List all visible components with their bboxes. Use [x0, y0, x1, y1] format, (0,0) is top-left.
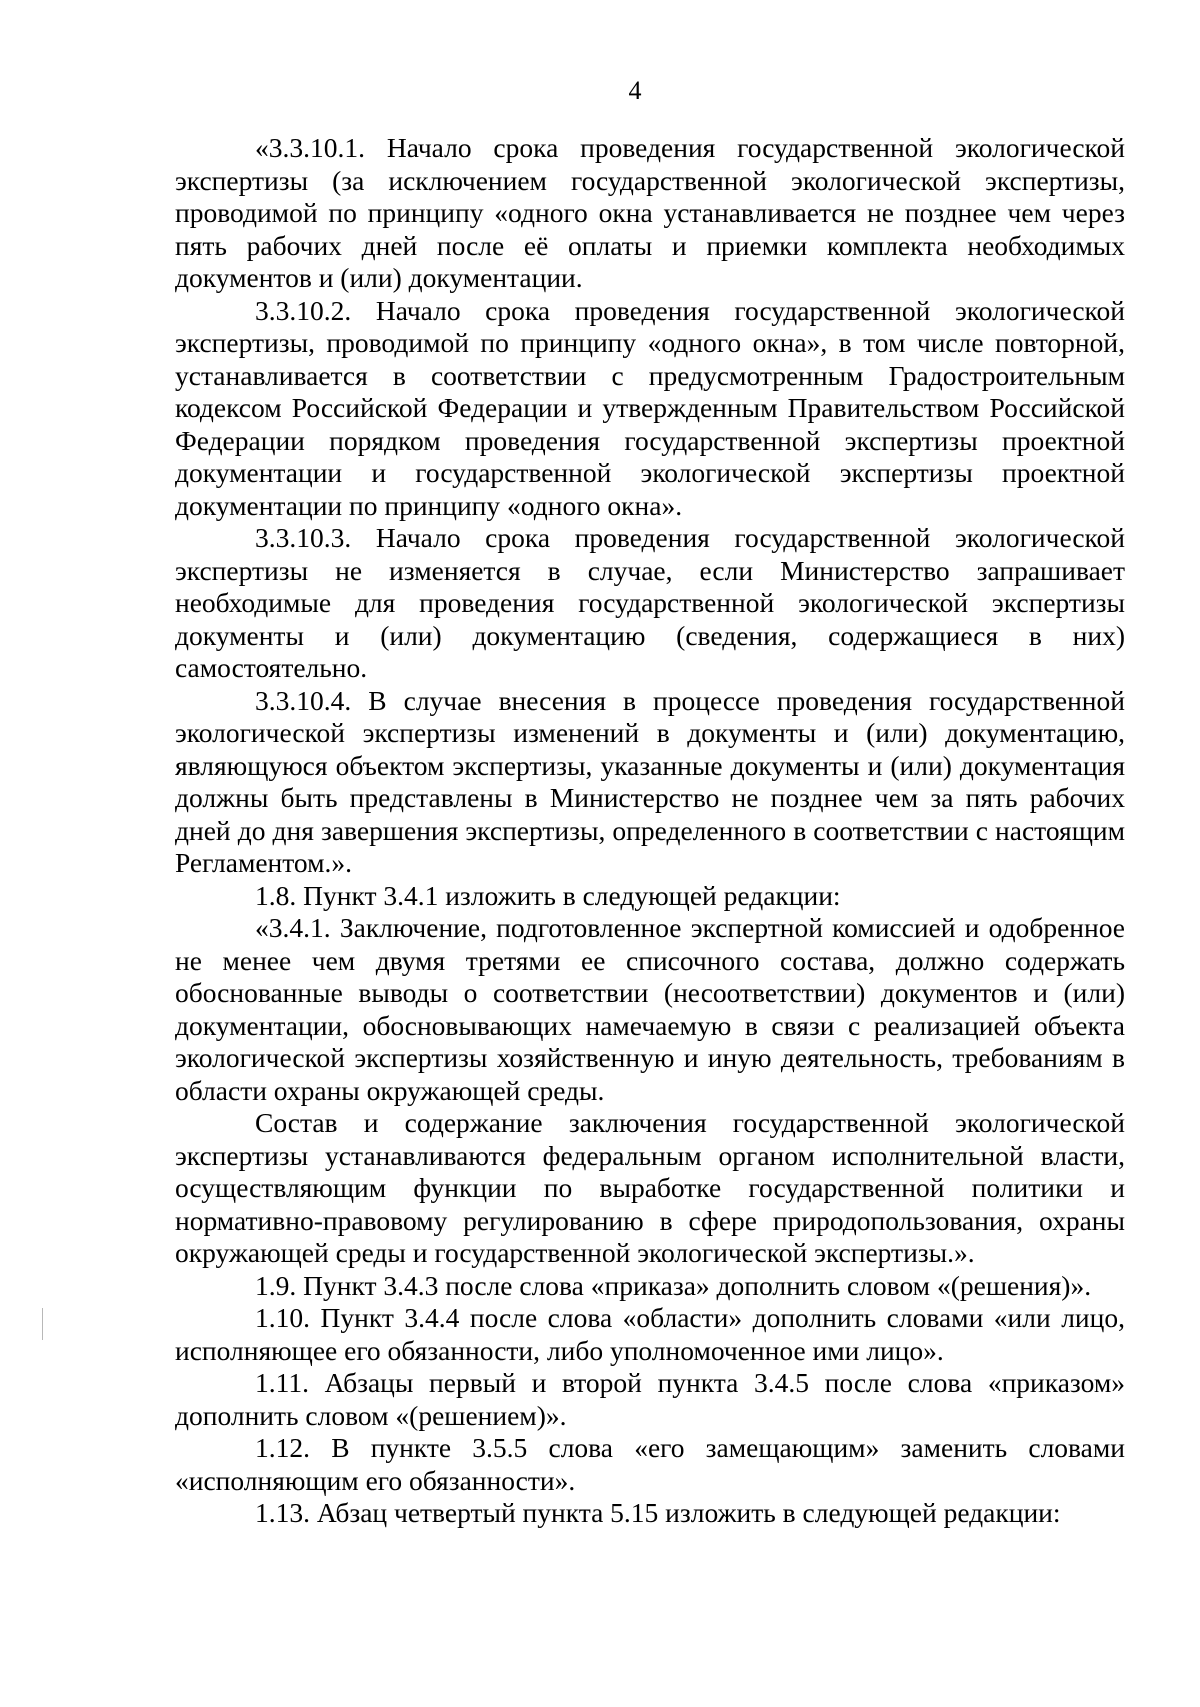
paragraph-3-3-10-2: 3.3.10.2. Начало срока проведения государственной экологической экспертизы, проводимой по принципу «одного окна», в том числе повторной, устанавливается в соответствии с предусмотренным Градостроительным кодексом Российской Федерации и утвержденным Правительством Российской Федерации порядком проведения государственной экспертизы проектной документации и государственной экологической экспертизы проектной документации по принципу «одного окна». [175, 294, 1125, 521]
document-body [175, 132, 1125, 1530]
page-number: 4 [628, 76, 642, 105]
paragraph-1-12: 1.12. В пункте 3.5.5 слова «его замещающим» заменить словами «исполняющим его обязанности». [175, 1432, 1125, 1496]
paragraph-3-3-10-3: 3.3.10.3. Начало срока проведения государственной экологической экспертизы не изменяется в случае, если Министерство запрашивает необходимые для проведения государственной экологической экспертизы документы и (или) документацию (сведения, содержащиеся в них) самостоятельно. [175, 522, 1125, 683]
scan-artifact-line [42, 1308, 43, 1340]
paragraph-3-4-1: «3.4.1. Заключение, подготовленное экспертной комиссией и одобренное не менее чем двумя третями ее списочного состава, должно содержать обоснованные выводы о соответствии (несоответствии) документов и (или) документации, обосновывающих намечаемую в связи с реализацией объекта экологической экспертизы хозяйственную и иную деятельность, требованиям в области охраны окружающей среды. [175, 912, 1125, 1106]
paragraph-1-10: 1.10. Пункт 3.4.4 после слова «области» дополнить словами «или лицо, исполняющее его обязанности, либо уполномоченное ими лицо». [175, 1302, 1125, 1366]
paragraph-1-9: 1.9. Пункт 3.4.3 после слова «приказа» дополнить словом «(решения)». [255, 1269, 1092, 1301]
paragraph-3-3-10-1: «3.3.10.1. Начало срока проведения государственной экологической экспертизы (за исключением государственной экологической экспертизы, проводимой по принципу «одного окна устанавливается не позднее чем через пять рабочих дней после её оплаты и приемки комплекта необходимых документов и (или) документации. [175, 132, 1125, 293]
paragraph-1-8: 1.8. Пункт 3.4.1 изложить в следующей редакции: [255, 879, 841, 911]
paragraph-1-13: 1.13. Абзац четвертый пункта 5.15 изложить в следующей редакции: [255, 1497, 1061, 1528]
paragraph-1-11: 1.11. Абзацы первый и второй пункта 3.4.5 после слова «приказом» дополнить словом «(решением)». [175, 1367, 1125, 1431]
paragraph-3-3-10-4: 3.3.10.4. В случае внесения в процессе проведения государственной экологической экспертизы изменений в документы и (или) документацию, являющуюся объектом экспертизы, указанные документы и (или) документация должны быть представлены в Министерство не позднее чем за пять рабочих дней до дня завершения экспертизы, определенного в соответствии с настоящим Регламентом.». [175, 684, 1125, 878]
paragraph-composition: Состав и содержание заключения государственной экологической экспертизы устанавливаются федеральным органом исполнительной власти, осуществляющим функции по выработке государственной политики и нормативно-правовому регулированию в сфере природопользования, охраны окружающей среды и государственной экологической экспертизы.». [175, 1107, 1125, 1268]
